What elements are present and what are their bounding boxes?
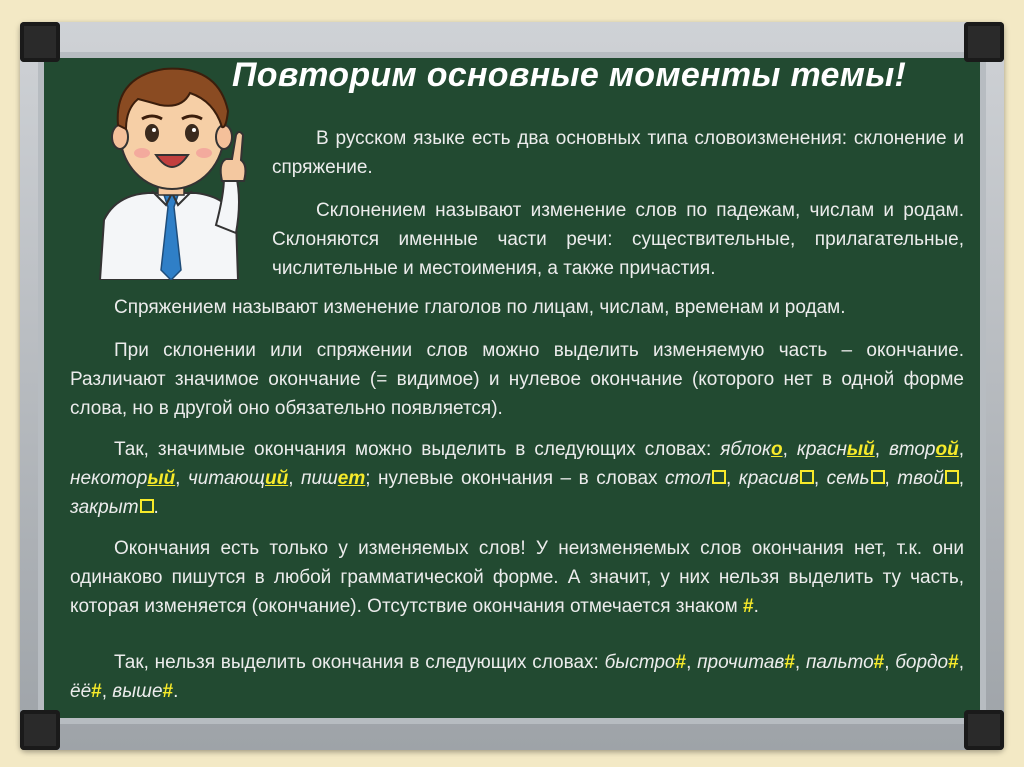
zero-ending-square-icon: [800, 470, 814, 484]
word-yabloko: [720, 439, 782, 460]
paragraph-1: [272, 124, 964, 182]
word-sem: семь: [826, 468, 870, 489]
ending: ет: [337, 468, 366, 489]
stem: втор: [889, 439, 936, 460]
ending: ый: [147, 468, 176, 489]
zero-ending-square-icon: [871, 470, 885, 484]
paragraph-4: [70, 336, 964, 423]
paragraph-1-text: В русском языке есть два основных типа словоизменения: склонение и спряжение.: [272, 128, 964, 178]
paragraph-2-text: Склонением называют изменение слов по падежам, числам и родам. Склоняются именные части речи: существительные, прилагательные, числительные и местоимения, а также причастия.: [272, 200, 964, 279]
word-nekotory: [70, 468, 175, 489]
paragraph-4-text: При склонении или спряжении слов можно выделить изменяемую часть – окончание. Различают значимое окончание (= видимое) и нулевое окончание (которого нет в одной форме слова, но в другой оно обязательно появляется).: [70, 340, 964, 419]
zero-ending-square-icon: [140, 499, 154, 513]
word-zakryt: закрыт: [70, 497, 139, 518]
word-prochitav: прочитав: [697, 652, 785, 673]
stem: некотор: [70, 468, 148, 489]
word-palto: пальто: [805, 652, 874, 673]
zero-ending-square-icon: [712, 470, 726, 484]
paragraph-2: [272, 196, 964, 283]
slide-title: Повторим основные моменты темы!: [232, 56, 907, 94]
no-ending-mark: #: [948, 652, 959, 673]
word-tvoy: твой: [897, 468, 944, 489]
ending: ый: [846, 439, 875, 460]
word-krasny: [797, 439, 875, 460]
ending: ий: [264, 468, 289, 489]
frame-corner-tr: [964, 22, 1004, 62]
ending: ой: [935, 439, 959, 460]
zero-ending-square-icon: [945, 470, 959, 484]
no-ending-mark: #: [91, 681, 102, 702]
no-ending-mark: #: [784, 652, 795, 673]
word-krasiv: красив: [738, 468, 799, 489]
p5-mid: ; нулевые окончания – в словах: [365, 468, 665, 489]
frame-corner-br: [964, 710, 1004, 750]
word-vtoroy: [889, 439, 959, 460]
paragraph-3-text: Спряжением называют изменение глаголов по лицам, числам, временам и родам.: [114, 297, 846, 318]
paragraph-3: [70, 293, 964, 322]
stem: красн: [796, 439, 847, 460]
frame-corner-tl: [20, 22, 60, 62]
word-bordo: бордо: [895, 652, 949, 673]
frame-corner-bl: [20, 710, 60, 750]
p5-intro: Так, значимые окончания можно выделить в следующих словах:: [114, 439, 721, 460]
stem: яблок: [720, 439, 771, 460]
no-ending-mark: #: [675, 652, 687, 673]
stem: читающ: [187, 468, 265, 489]
word-vyshe: выше: [112, 681, 163, 702]
p6-body: Окончания есть только у изменяемых слов! У неизменяемых слов окончания нет, т.к. они одинаково пишутся в любой грамматической форме. А значит, у них нельзя выделить ту часть, которая изменяется (окончание). Отсутствие окончания отмечается знаком: [70, 538, 964, 617]
word-chitayushchy: [188, 468, 288, 489]
no-ending-mark: #: [873, 652, 885, 673]
word-stol: стол: [665, 468, 711, 489]
word-pishet: [301, 468, 365, 489]
paragraph-5-text: Так, значимые окончания можно выделить в следующих словах: яблоко, красный, второй, некоторый, читающий, пишет; нулевые окончания – в словах стол , красив , семь , твой , закрыт .: [70, 439, 965, 518]
paragraph-7-text: Так, нельзя выделить окончания в следующих словах: быстро#, прочитав#, пальто#, бордо#, ёё#, выше#.: [70, 652, 964, 702]
stem: пиш: [300, 468, 338, 489]
paragraph-6: [70, 534, 964, 621]
ending: о: [770, 439, 783, 460]
no-ending-mark: #: [742, 596, 754, 617]
paragraph-5: [70, 435, 964, 522]
paragraph-6-text: Окончания есть только у изменяемых слов! У неизменяемых слов окончания нет, т.к. они одинаково пишутся в любой грамматической форме. А значит, у них нельзя выделить ту часть, которая изменяется (окончание). Отсутствие окончания отмечается знаком #.: [70, 538, 964, 617]
p7-intro: Так, нельзя выделить окончания в следующих словах:: [114, 652, 605, 673]
word-yoyo: ёё: [70, 681, 92, 702]
no-ending-mark: #: [162, 681, 174, 702]
paragraph-7: [70, 648, 964, 706]
word-bystro: быстро: [604, 652, 676, 673]
teacher-illustration: [86, 55, 256, 280]
